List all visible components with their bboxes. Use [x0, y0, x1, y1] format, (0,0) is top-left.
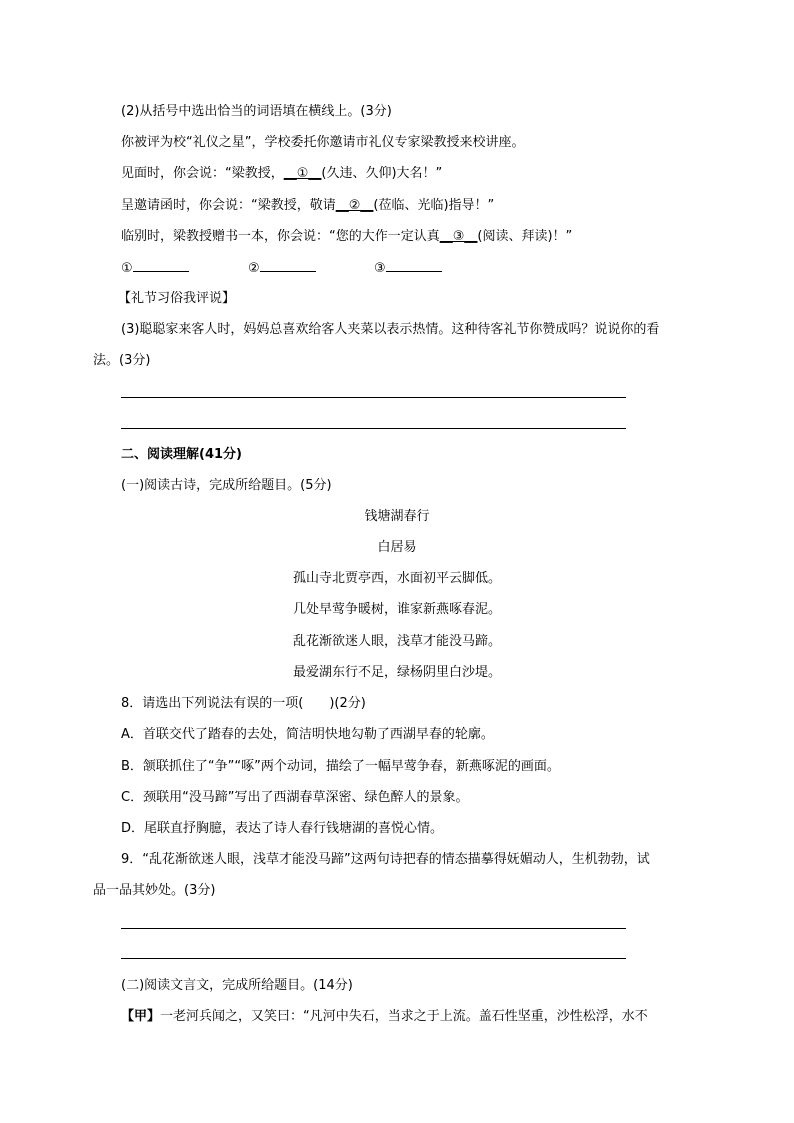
q2-s1-pre: 见面时，你会说：“梁教授，	[121, 166, 284, 181]
q2-s2-post: (莅临、光临)指导！”	[373, 198, 495, 213]
q8-option-b[interactable]: B．颔联抓住了“争”“啄”两个动词，描绘了一幅早莺争春，新燕啄泥的画面。	[121, 759, 560, 774]
answer-line[interactable]	[121, 397, 626, 398]
sub2-heading: (二)阅读文言文，完成所给题目。(14分)	[121, 978, 353, 993]
q3-line-1: (3)聪聪家来客人时，妈妈总喜欢给客人夹菜以表示热情。这种待客礼节你赞成吗？说说你的看	[121, 322, 660, 337]
passage-jia-tag: 【甲】	[121, 1009, 161, 1024]
part2-title: 二、阅读理解(41分)	[121, 447, 242, 462]
q9-line-1: 9．“乱花渐欲迷人眼，浅草才能没马蹄”这两句诗把春的情态描摹得妩媚动人，生机勃勃，试	[121, 852, 650, 867]
answer-line[interactable]	[121, 428, 626, 429]
q2-answer-blank-1[interactable]	[121, 259, 189, 277]
section-custom-heading: 【礼节习俗我评说】	[118, 291, 236, 306]
poem-author: 白居易	[377, 540, 417, 555]
answer-line[interactable]	[121, 958, 626, 959]
answer-label-2: ②	[248, 261, 260, 276]
q9-line-2: 品一品其妙处。(3分)	[93, 883, 216, 898]
passage-jia-text: 一老河兵闻之，又笑曰：“凡河中失石，当求之于上流。盖石性坚重，沙性松浮，水不	[160, 1009, 648, 1024]
q8-option-a[interactable]: A．首联交代了踏春的去处，简洁明快地勾勒了西湖早春的轮廓。	[121, 727, 494, 742]
answer-label-3: ③	[374, 261, 386, 276]
q8-option-c[interactable]: C．颈联用“没马蹄”写出了西湖春草深密、绿色醉人的景象。	[121, 790, 469, 805]
q2-context: 你被评为校“礼仪之星”，学校委托你邀请市礼仪专家梁教授来校讲座。	[121, 135, 525, 150]
poem-line-2: 几处早莺争暖树，谁家新燕啄春泥。	[292, 602, 501, 617]
q2-s2-mark: __②__	[335, 198, 374, 213]
q2-s3-post: (阅读、拜读)！”	[477, 229, 573, 244]
q2-answer-blank-2[interactable]	[248, 259, 316, 277]
answer-line[interactable]	[121, 928, 626, 929]
q2-s2-pre: 呈邀请函时，你会说：“梁教授，敬请	[121, 198, 336, 213]
q2-sentence-2	[121, 197, 494, 214]
q3-line-2: 法。(3分)	[93, 353, 151, 368]
q2-s1-post: (久违、久仰)大名！”	[321, 166, 443, 181]
answer-label-1: ①	[121, 261, 133, 276]
poem-line-3: 乱花渐欲迷人眼，浅草才能没马蹄。	[292, 634, 501, 649]
q2-s3-mark: __③__	[439, 229, 478, 244]
q2-s1-mark: __①__	[283, 166, 322, 181]
q2-title: (2)从括号中选出恰当的词语填在横线上。(3分)	[121, 104, 392, 119]
q8-option-d[interactable]: D．尾联直抒胸臆，表达了诗人春行钱塘湖的喜悦心情。	[121, 821, 444, 836]
q2-sentence-3	[121, 228, 572, 245]
q2-sentence-1	[121, 165, 442, 182]
q2-s3-pre: 临别时，梁教授赠书一本，你会说：“您的大作一定认真	[121, 229, 440, 244]
passage-jia-line	[121, 1008, 648, 1025]
poem-title: 钱塘湖春行	[364, 509, 430, 524]
q2-answer-blank-3[interactable]	[374, 259, 442, 277]
poem-line-1: 孤山寺北贾亭西，水面初平云脚低。	[292, 571, 501, 586]
q8-stem: 8．请选出下列说法有误的一项( )(2分)	[121, 696, 366, 711]
poem-line-4: 最爱湖东行不足，绿杨阴里白沙堤。	[292, 665, 501, 680]
part2-sub1: (一)阅读古诗，完成所给题目。(5分)	[121, 478, 332, 493]
